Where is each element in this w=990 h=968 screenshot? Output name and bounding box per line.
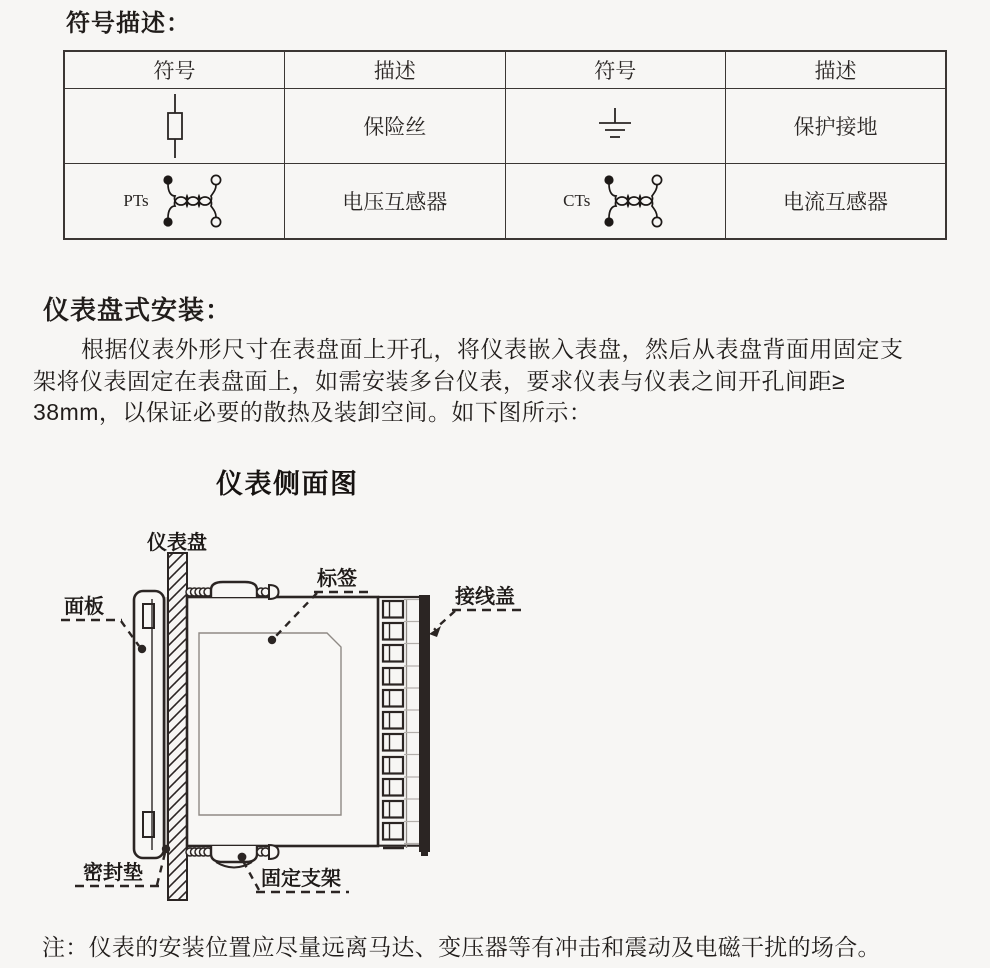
protective-earth-icon [595,108,635,144]
table-header-cell: 描述 [285,51,506,89]
description-cell: 电压互感器 [285,164,506,240]
label-front-panel: 面板 [64,596,104,618]
footnote: 注：仪表的安装位置应尽量远离马达、变压器等有冲击和震动及电磁干扰的场合。 [42,934,881,960]
fuse-icon [155,94,195,158]
symbol-cell [505,164,726,240]
bottom-bracket [186,845,279,868]
table-header-cell: 符号 [505,51,726,89]
terminal-cover-bar [419,595,430,852]
diagram-title: 仪表侧面图 [216,469,359,499]
symbol-cell [64,89,285,164]
page-title: 符号描述： [66,10,191,37]
mounting-board [168,553,187,900]
table-header-cell: 符号 [64,51,285,89]
installation-diagram [30,505,535,923]
label-terminal-cover: 接线盖 [455,586,515,608]
paragraph-line: 架将仪表固定在表盘面上，如需安装多台仪表，要求仪表与仪表之间开孔间距≥ [33,367,846,394]
description-cell: 电流互感器 [726,164,947,240]
symbol-cell [64,164,285,240]
front-panel-shape [134,591,164,858]
label-bracket: 固定支架 [261,868,341,890]
ct-symbol-label: CTs [563,191,591,210]
install-paragraph [33,334,957,429]
label-tag: 标签 [317,568,357,590]
table-header-row [64,51,946,89]
table-row [64,164,946,240]
description-cell: 保险丝 [285,89,506,164]
table-row [64,89,946,164]
pt-symbol-label: PTs [123,191,149,210]
voltage-transformer-icon [156,172,226,230]
section-heading: 仪表盘式安装： [43,295,233,325]
current-transformer-icon [597,172,667,230]
label-meter-panel: 仪表盘 [147,532,207,554]
paragraph-line: 根据仪表外形尺寸在表盘面上开孔，将仪表嵌入表盘，然后从表盘背面用固定支 [81,336,904,362]
table-header-cell: 描述 [726,51,947,89]
terminal-block [383,595,430,856]
symbol-cell [505,89,726,164]
paragraph-line: 38mm，以保证必要的散热及装卸空间。如下图所示： [33,399,593,425]
symbol-table [63,50,947,240]
top-bracket [186,582,279,599]
description-cell: 保护接地 [726,89,947,164]
meter-body [187,597,419,846]
label-gasket: 密封垫 [83,862,143,884]
